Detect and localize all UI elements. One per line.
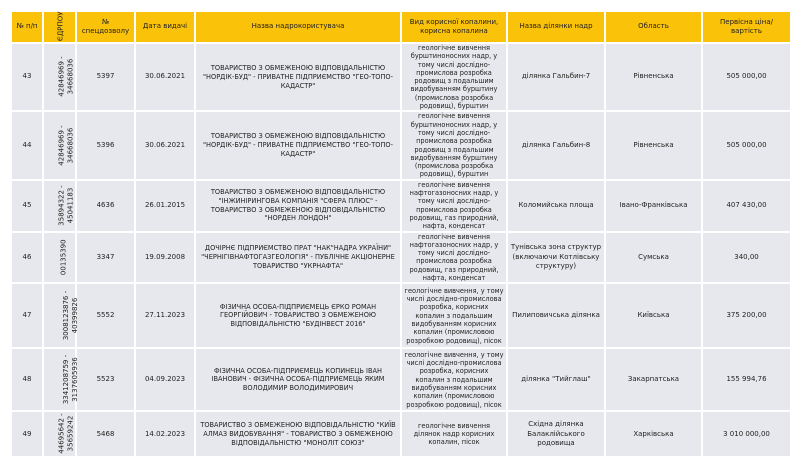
cell-region: Івано-Франківська (605, 180, 702, 232)
table-row (11, 411, 791, 457)
cell-num: 44 (11, 111, 43, 179)
cell-price: 375 200,00 (702, 283, 791, 348)
cell-permit: 5468 (76, 411, 135, 457)
table-row (11, 43, 791, 111)
cell-permit: 5552 (76, 283, 135, 348)
edrpou-value: 44695642 - 35659242 (57, 413, 75, 455)
cell-user: ТОВАРИСТВО З ОБМЕЖЕНОЮ ВІДПОВІДАЛЬНІСТЮ "НОРДІК-БУД" - ПРИВАТНЕ ПІДПРИЄМСТВО "ГЕО-ТОПО-КАДАСТР" (195, 43, 401, 111)
cell-num: 46 (11, 232, 43, 284)
cell-site: Східна ділянка Балаклійського родовища (507, 411, 605, 457)
cell-num: 43 (11, 43, 43, 111)
cell-edrpou (43, 232, 76, 284)
cell-permit: 5523 (76, 348, 135, 411)
cell-date: 27.11.2023 (135, 283, 195, 348)
header-site: Назва ділянки надр (507, 11, 605, 43)
cell-user: ФІЗИЧНА ОСОБА-ПІДПРИЄМЕЦЬ ЄРКО РОМАН ГЕОРГІЙОВИЧ - ТОВАРИСТВО З ОБМЕЖЕНОЮ ВІДПОВІДАЛЬНІСТЮ "БУДІНВЕСТ 2016" (195, 283, 401, 348)
cell-permit: 3347 (76, 232, 135, 284)
cell-edrpou (43, 411, 76, 457)
header-num: № п/п (11, 11, 43, 43)
cell-price: 505 000,00 (702, 43, 791, 111)
cell-permit: 5397 (76, 43, 135, 111)
cell-user: ТОВАРИСТВО З ОБМЕЖЕНОЮ ВІДПОВІДАЛЬНІСТЮ "НОРДІК-БУД" - ПРИВАТНЕ ПІДПРИЄМСТВО "ГЕО-ТОПО-КАДАСТР" (195, 111, 401, 179)
edrpou-value: 42846969 - 34668036 (57, 124, 75, 166)
cell-price: 155 994,76 (702, 348, 791, 411)
cell-region: Київська (605, 283, 702, 348)
table-row (11, 232, 791, 284)
cell-permit: 4636 (76, 180, 135, 232)
table-header (11, 11, 791, 43)
cell-site: Тунівська зона структур (включаючи Котлівську структуру) (507, 232, 605, 284)
cell-price: 3 010 000,00 (702, 411, 791, 457)
cell-site: Пилиповичська ділянка (507, 283, 605, 348)
cell-site: ділянка Гальбин-8 (507, 111, 605, 179)
table-row (11, 283, 791, 348)
cell-date: 14.02.2023 (135, 411, 195, 457)
permits-table (10, 10, 792, 458)
cell-edrpou (43, 283, 79, 348)
cell-edrpou (43, 180, 76, 232)
table-body (11, 43, 791, 457)
cell-date: 04.09.2023 (135, 348, 195, 411)
cell-user: ТОВАРИСТВО З ОБМЕЖЕНОЮ ВІДПОВІДАЛЬНІСТЮ "ІНЖИНІРИНГОВА КОМПАНІЯ "СФЕРА ПЛЮС" - ТОВАРИСТВО З ОБМЕЖЕНОЮ ВІДПОВІДАЛЬНІСТЮ "НОРДЕН ЛОНДОН" (195, 180, 401, 232)
cell-site: Коломийська площа (507, 180, 605, 232)
table-row (11, 111, 791, 179)
cell-permit: 5396 (76, 111, 135, 179)
edrpou-value: 42846969 - 34668036 (57, 56, 75, 97)
cell-date: 26.01.2015 (135, 180, 195, 232)
cell-num: 45 (11, 180, 43, 232)
cell-edrpou (43, 111, 76, 179)
header-date: Дата видачі (135, 11, 195, 43)
cell-date: 19.09.2008 (135, 232, 195, 284)
cell-price: 505 000,00 (702, 111, 791, 179)
header-permit: № спецдозволу (76, 11, 135, 43)
cell-num: 48 (11, 348, 43, 411)
header-mineral: Вид корисної копалини, корисна копалина (401, 11, 507, 43)
cell-num: 49 (11, 411, 43, 457)
cell-site: ділянка "Тийглаш" (507, 348, 605, 411)
cell-edrpou (43, 348, 79, 411)
cell-date: 30.06.2021 (135, 43, 195, 111)
edrpou-value: 3008123876 - 40399826 (62, 290, 79, 340)
cell-mineral: геологічне вивчення нафтогазоносних надр, у тому числі дослідно-промислова розробка родовищ, газ природний, нафта, конденсат (401, 232, 507, 284)
cell-edrpou (43, 43, 76, 111)
cell-mineral: геологічне вивчення бурштиноносних надр, у тому числі дослідно-промислова розробка родовищ з подальшим видобуванням бурштину (промислова розробка родовищ), бурштин (401, 111, 507, 179)
edrpou-value: 3341208759 - 3137605936 (62, 354, 79, 404)
table-row (11, 180, 791, 232)
cell-mineral: геологічне вивчення бурштиноносних надр, у тому числі дослідно-промислова розробка родовищ з подальшим видобуванням бурштину (промислова розробка родовищ), бурштин (401, 43, 507, 111)
table-row (11, 348, 791, 411)
cell-region: Рівненська (605, 111, 702, 179)
cell-user: ФІЗИЧНА ОСОБА-ПІДПРИЄМЕЦЬ КОПИНЕЦЬ ІВАН ІВАНОВИЧ - ФІЗИЧНА ОСОБА-ПІДПРИЄМЕЦЬ ЯКИМ ВОЛОДИМИР ВОЛОДИМИРОВИЧ (195, 348, 401, 411)
cell-site: ділянка Гальбин-7 (507, 43, 605, 111)
cell-price: 407 430,00 (702, 180, 791, 232)
cell-mineral: геологічне вивчення, у тому числі дослідно-промислова розробка, корисних копалин з подальшим видобуванням корисних копалин (промисловою розробкою родовищ), пісок (401, 283, 507, 348)
cell-mineral: геологічне вивчення нафтогазоносних надр, у тому числі дослідно-промислова розробка родовищ, газ природний, нафта, конденсат (401, 180, 507, 232)
edrpou-value: 00135390 (59, 239, 68, 275)
cell-user: ТОВАРИСТВО З ОБМЕЖЕНОЮ ВІДПОВІДАЛЬНІСТЮ "КИЇВ АЛМАЗ ВИДОБУВАННЯ" - ТОВАРИСТВО З ОБМЕЖЕНОЮ ВІДПОВІДАЛЬНІСТЮ "МОНОЛІТ СОЮЗ" (195, 411, 401, 457)
cell-mineral: геологічне вивчення, у тому числі дослідно-промислова розробка, корисних копалин з подальшим видобуванням корисних копалин (промисловою розробкою родовищ), пісок (401, 348, 507, 411)
cell-mineral: геологічне вивчення ділянок надр корисних копалин, пісок (401, 411, 507, 457)
cell-price: 340,00 (702, 232, 791, 284)
cell-num: 47 (11, 283, 43, 348)
header-edrpou (43, 11, 76, 43)
cell-user: ДОЧІРНЄ ПІДПРИЄМСТВО ПРАТ "НАК"НАДРА УКРАЇНИ" "ЧЕРНІГІВНАФТОГАЗГЕОЛОГІЯ" - ПУБЛІЧНЕ АКЦІОНЕРНЕ ТОВАРИСТВО "УКРНАФТА" (195, 232, 401, 284)
header-region: Область (605, 11, 702, 43)
header-user: Назва надрокористувача (195, 11, 401, 43)
header-price: Первісна ціна/вартість (702, 11, 791, 43)
cell-region: Харківська (605, 411, 702, 457)
cell-region: Закарпатська (605, 348, 702, 411)
header-edrpou-label: ЄДРПОУ (56, 11, 65, 42)
cell-region: Сумська (605, 232, 702, 284)
edrpou-value: 35894322 - 45041183 (57, 184, 75, 226)
cell-date: 30.06.2021 (135, 111, 195, 179)
cell-region: Рівненська (605, 43, 702, 111)
